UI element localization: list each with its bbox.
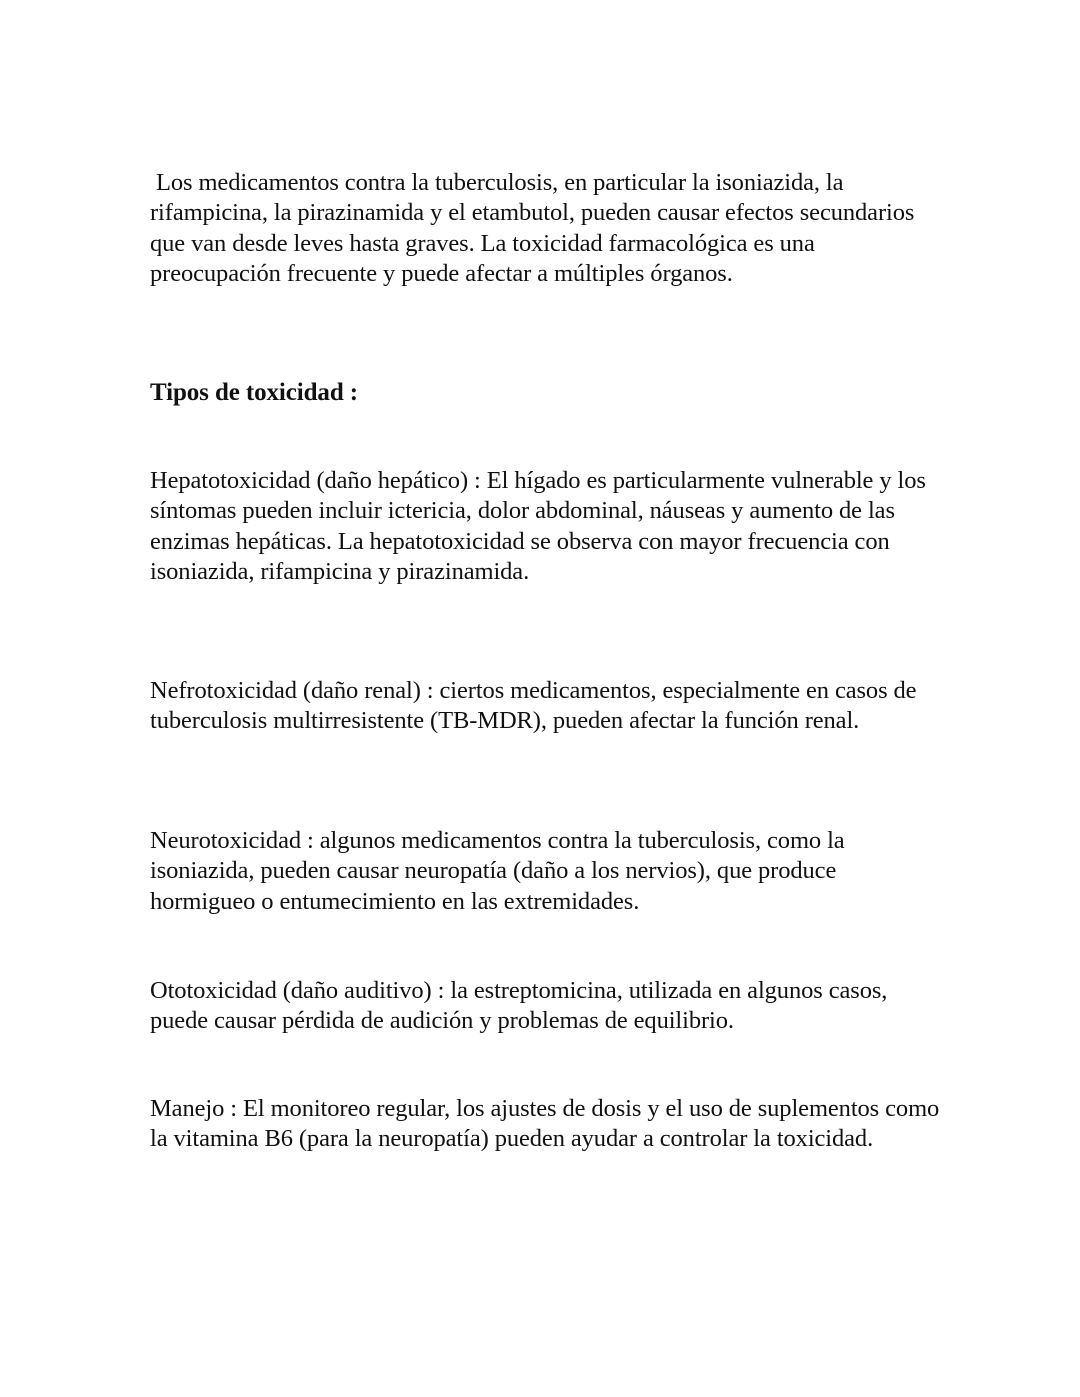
paragraph-nefrotoxicidad: Nefrotoxicidad (daño renal) : ciertos medicamentos, especialmente en casos de tuberculosis multirresistente (TB-MDR), pueden afectar la función renal. (150, 677, 917, 735)
paragraph-neurotoxicidad: Neurotoxicidad : algunos medicamentos contra la tuberculosis, como la isoniazida, pueden causar neuropatía (daño a los nervios), que produce hormigueo o entumecimiento en las extremidades. (150, 827, 845, 915)
paragraph-ototoxicidad: Ototoxicidad (daño auditivo) : la estreptomicina, utilizada en algunos casos, puede causar pérdida de audición y problemas de equilibrio. (150, 977, 888, 1035)
intro-paragraph: Los medicamentos contra la tuberculosis, en particular la isoniazida, la rifampicina, la pirazinamida y el etambutol, pueden causar efectos secundarios que van desde leves hasta graves. La toxicidad farmacológica es una preocupación frecuente y puede afectar a múltiples órganos. (150, 169, 915, 287)
section-heading-tipos-de-toxicidad: Tipos de toxicidad : (150, 379, 358, 406)
paragraph-manejo: Manejo : El monitoreo regular, los ajustes de dosis y el uso de suplementos como la vitamina B6 (para la neuropatía) pueden ayudar a controlar la toxicidad. (150, 1095, 940, 1153)
paragraph-hepatotoxicidad: Hepatotoxicidad (daño hepático) : El hígado es particularmente vulnerable y los síntomas pueden incluir ictericia, dolor abdominal, náuseas y aumento de las enzimas hepáticas. La hepatotoxicidad se observa con mayor frecuencia con isoniazida, rifampicina y pirazinamida. (150, 467, 926, 585)
